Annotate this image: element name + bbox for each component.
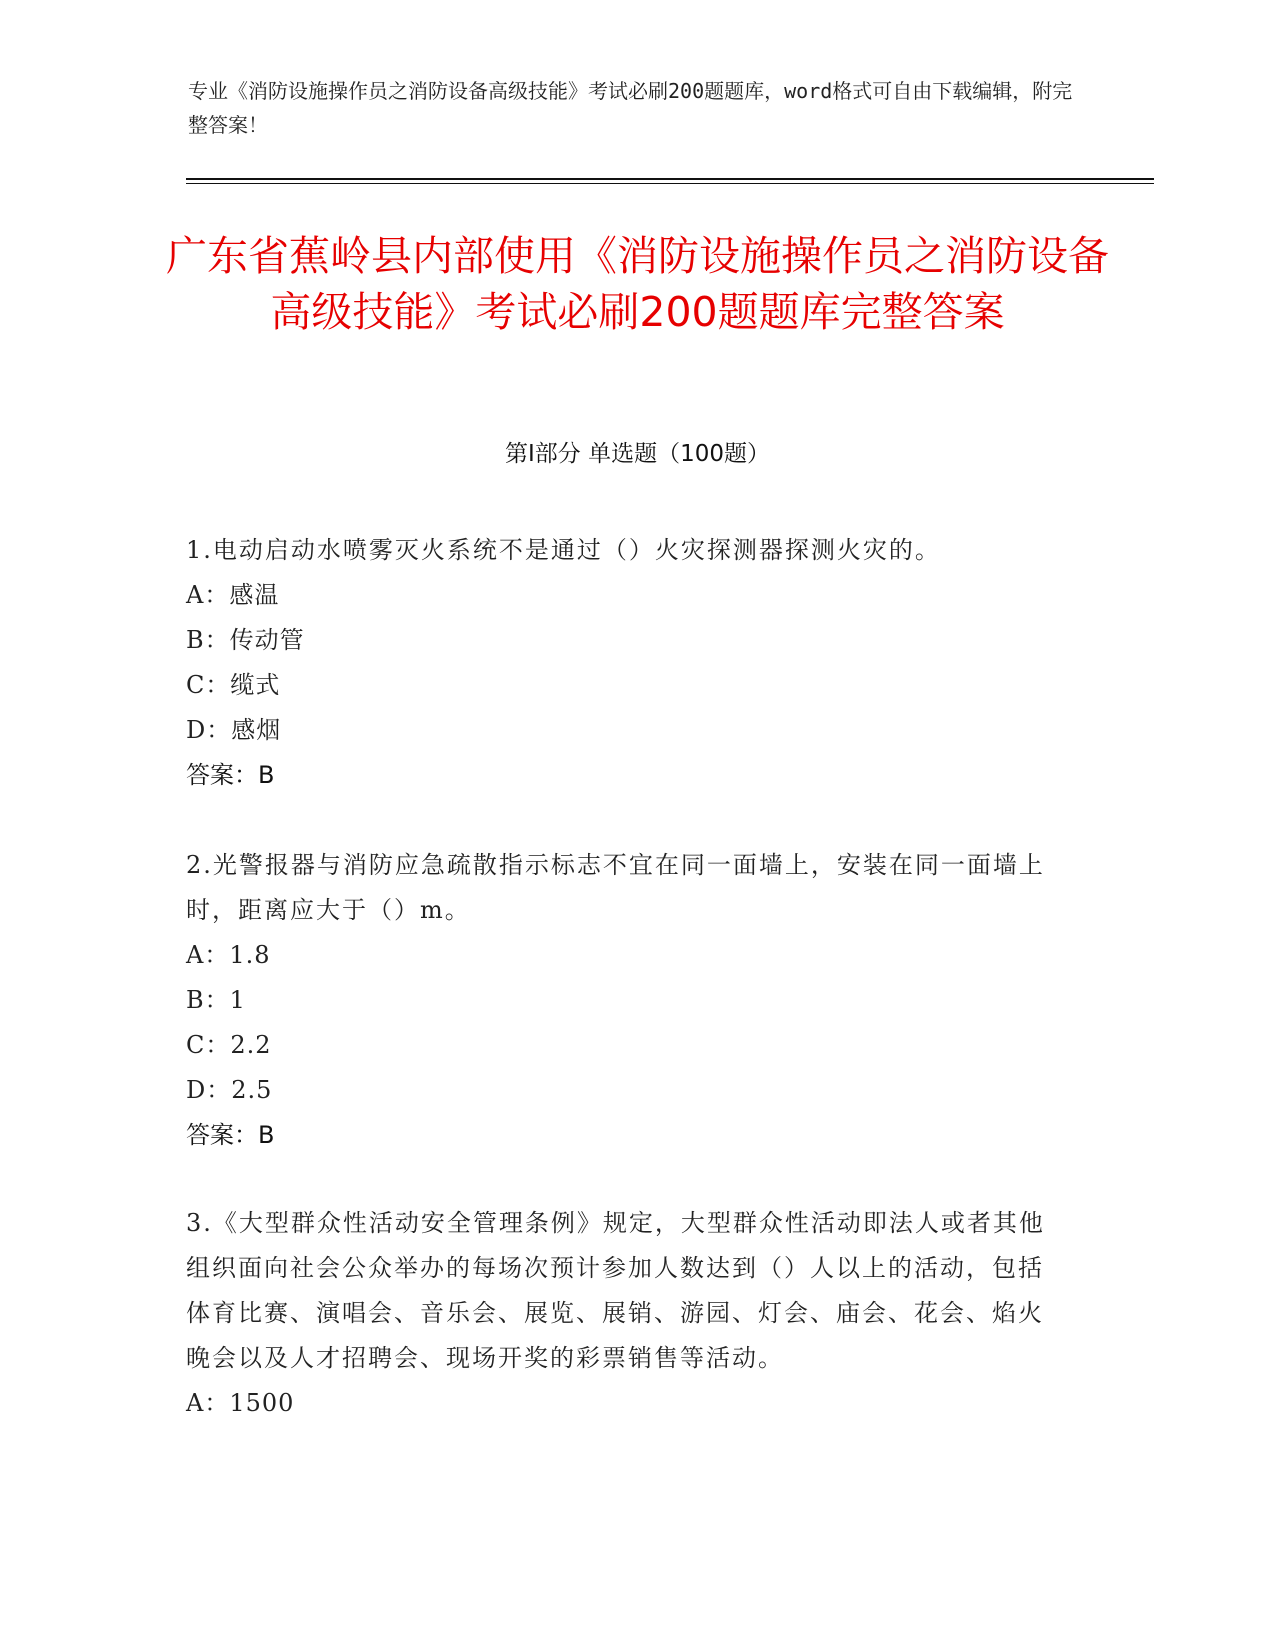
section-heading: 第I部分 单选题（100题）: [505, 441, 770, 467]
option-d: D：感烟: [186, 716, 282, 744]
question-text: 2.光警报器与消防应急疏散指示标志不宜在同一面墙上，安装在同一面墙上时，距离应大于（）m。: [186, 851, 1045, 924]
option-b: B：1: [186, 986, 246, 1014]
question-text: 1.电动启动水喷雾灭火系统不是通过（）火灾探测器探测火灾的。: [186, 536, 941, 564]
question-text: 3.《大型群众性活动安全管理条例》规定，大型群众性活动即法人或者其他组织面向社会公众举办的每场次预计参加人数达到（）人以上的活动，包括体育比赛、演唱会、音乐会、展览、展销、游园、灯会、庙会、花会、焰火晚会以及人才招聘会、现场开奖的彩票销售等活动。: [186, 1209, 1045, 1372]
header-note: 专业《消防设施操作员之消防设备高级技能》考试必刷200题题库，word格式可自由下载编辑，附完整答案！: [188, 79, 1073, 137]
header-divider-thin: [186, 183, 1154, 184]
option-a: A：感温: [186, 581, 280, 609]
question-block: [186, 1201, 1066, 1426]
option-c: C：缆式: [186, 671, 281, 699]
header-divider-thick: [186, 178, 1154, 180]
answer-line: 答案：B: [186, 761, 275, 789]
option-c: C：2.2: [186, 1031, 272, 1059]
option-b: B：传动管: [186, 626, 305, 654]
option-a: A：1500: [186, 1389, 295, 1417]
question-block: [186, 843, 1066, 1158]
option-d: D：2.5: [186, 1076, 273, 1104]
document-title: 广东省蕉岭县内部使用《消防设施操作员之消防设备高级技能》考试必刷200题题库完整答案: [166, 232, 1109, 336]
option-a: A：1.8: [186, 941, 271, 969]
question-block: [186, 528, 1066, 798]
answer-line: 答案：B: [186, 1121, 275, 1149]
